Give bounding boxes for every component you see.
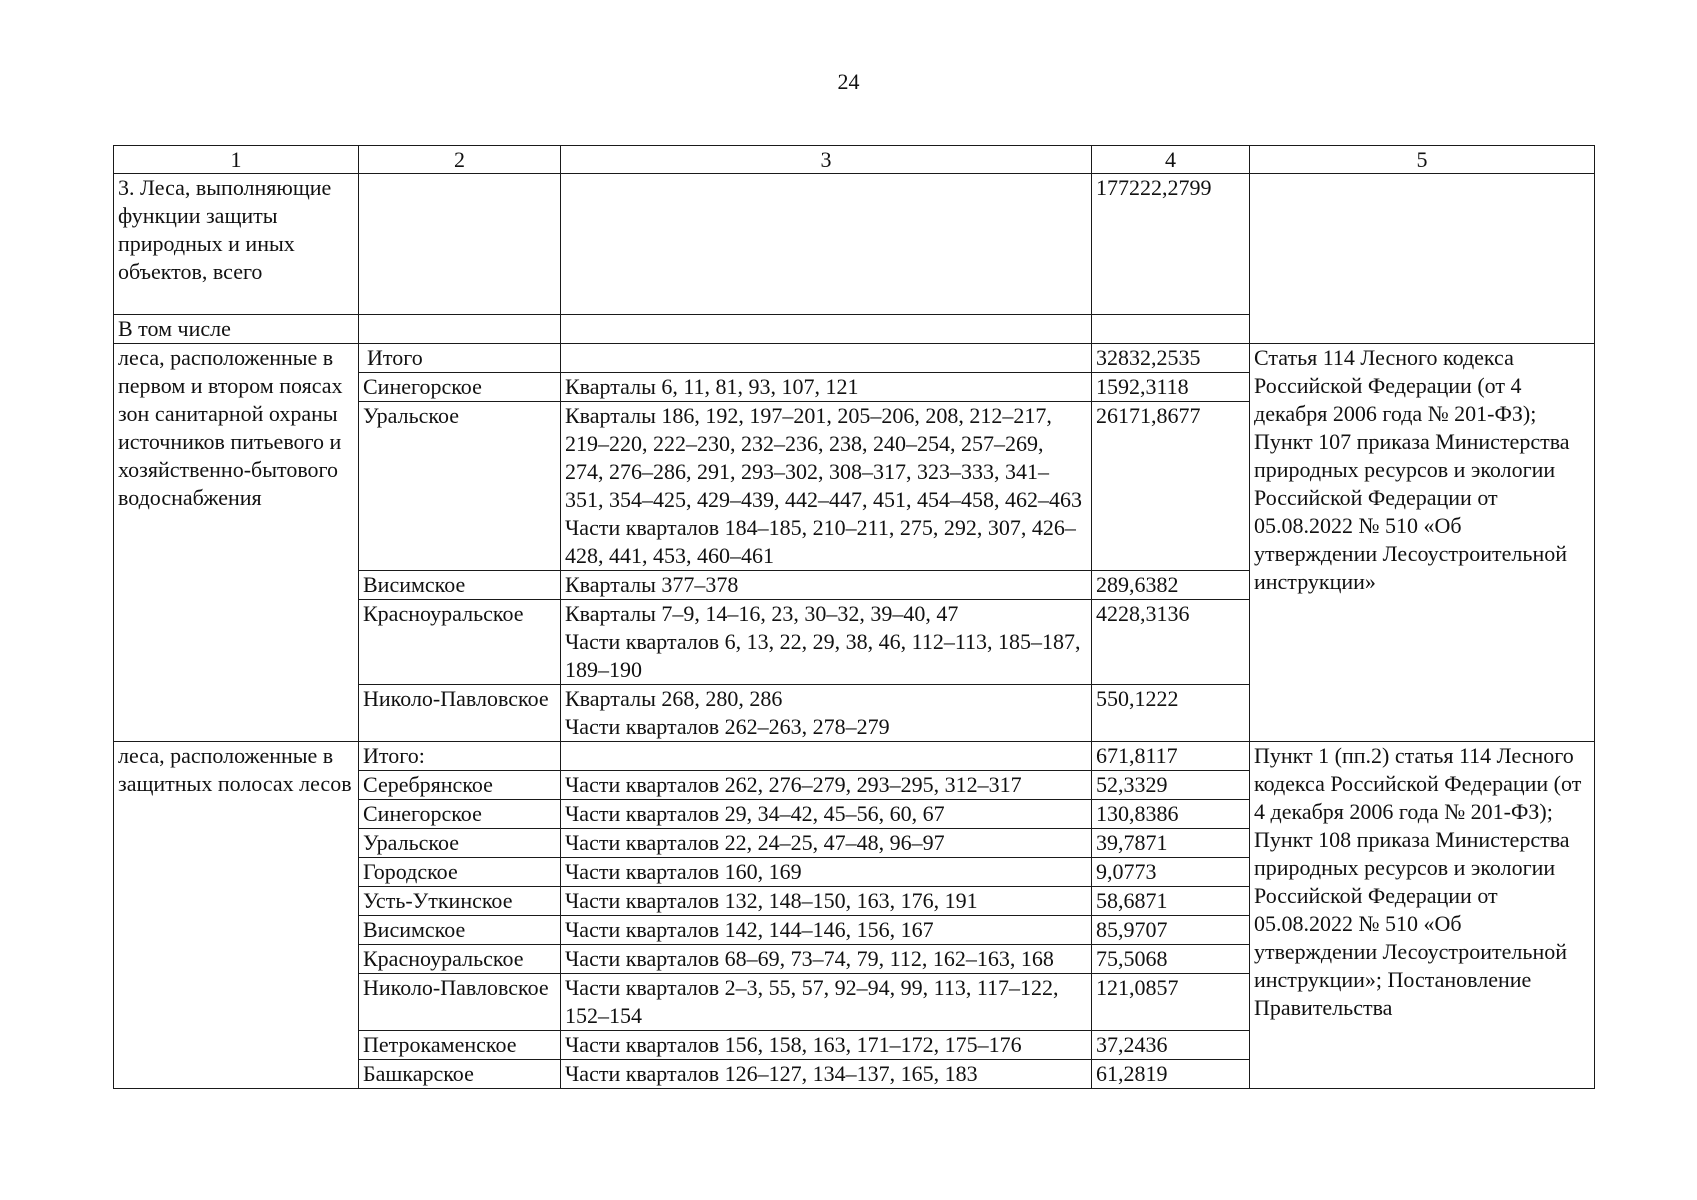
protective-total-row <box>114 742 1595 771</box>
quarters-list: Части кварталов 29, 34–42, 45–56, 60, 67 <box>561 800 1092 829</box>
sanitary-legal-basis: Статья 114 Лесного кодекса Российской Федерации (от 4 декабря 2006 года № 201-ФЗ); Пункт 107 приказа Министерства природных ресурсов и экологии Российской Федерации от 05.08.2022 № 510 «Об утверждении Лесоустроительной инструкции» <box>1250 344 1595 742</box>
forestry-name: Уральское <box>359 829 561 858</box>
quarters-list: Кварталы 268, 280, 286 Части кварталов 262–263, 278–279 <box>561 685 1092 742</box>
area-value: 4228,3136 <box>1092 600 1250 685</box>
quarters-list: Кварталы 377–378 <box>561 571 1092 600</box>
protective-legal-basis: Пункт 1 (пп.2) статья 114 Лесного кодекса Российской Федерации (от 4 декабря 2006 года № 201-ФЗ); Пункт 108 приказа Министерства природных ресурсов и экологии Российской Федерации от 05.08.2022 № 510 «Об утверждении Лесоустроительной инструкции»; Постановление Правительства <box>1250 742 1595 1089</box>
area-value: 85,9707 <box>1092 916 1250 945</box>
section-3-row <box>114 174 1595 315</box>
quarters-list: Части кварталов 68–69, 73–74, 79, 112, 162–163, 168 <box>561 945 1092 974</box>
quarters-list: Части кварталов 156, 158, 163, 171–172, 175–176 <box>561 1031 1092 1060</box>
column-number-4: 4 <box>1092 146 1250 174</box>
forestry-name: Городское <box>359 858 561 887</box>
forestry-name: Николо-Павловское <box>359 974 561 1031</box>
quarters-list: Части кварталов 132, 148–150, 163, 176, 191 <box>561 887 1092 916</box>
forestry-name: Усть-Уткинское <box>359 887 561 916</box>
page-number: 24 <box>837 69 860 94</box>
quarters-list: Кварталы 6, 11, 81, 93, 107, 121 <box>561 373 1092 402</box>
forestry-name: Синегорское <box>359 373 561 402</box>
quarters-list: Кварталы 7–9, 14–16, 23, 30–32, 39–40, 47 Части кварталов 6, 13, 22, 29, 38, 46, 112–113, 185–187, 189–190 <box>561 600 1092 685</box>
forest-protection-table <box>113 145 1595 1089</box>
area-value: 289,6382 <box>1092 571 1250 600</box>
area-value: 26171,8677 <box>1092 402 1250 571</box>
area-value: 52,3329 <box>1092 771 1250 800</box>
area-value: 9,0773 <box>1092 858 1250 887</box>
forestry-name: Николо-Павловское <box>359 685 561 742</box>
sanitary-total-value: 32832,2535 <box>1092 344 1250 373</box>
area-value: 550,1222 <box>1092 685 1250 742</box>
protective-total-label: Итого: <box>359 742 561 771</box>
column-number-1: 1 <box>114 146 359 174</box>
section-3-basis-cell <box>1250 174 1595 344</box>
forestry-name: Башкарское <box>359 1060 561 1089</box>
area-value: 58,6871 <box>1092 887 1250 916</box>
forestry-name: Уральское <box>359 402 561 571</box>
quarters-list: Части кварталов 262, 276–279, 293–295, 312–317 <box>561 771 1092 800</box>
protective-total-value: 671,8117 <box>1092 742 1250 771</box>
quarters-list: Части кварталов 126–127, 134–137, 165, 183 <box>561 1060 1092 1089</box>
area-value: 61,2819 <box>1092 1060 1250 1089</box>
forestry-name: Висимское <box>359 571 561 600</box>
quarters-list: Части кварталов 22, 24–25, 47–48, 96–97 <box>561 829 1092 858</box>
area-value: 37,2436 <box>1092 1031 1250 1060</box>
area-value: 1592,3118 <box>1092 373 1250 402</box>
section-3-title: 3. Леса, выполняющие функции защиты природных и иных объектов, всего <box>114 174 359 315</box>
in-that-number-label: В том числе <box>114 315 359 344</box>
column-number-row <box>114 146 1595 174</box>
protective-group-label: леса, расположенные в защитных полосах лесов <box>114 742 359 1089</box>
area-value: 39,7871 <box>1092 829 1250 858</box>
section-3-total: 177222,2799 <box>1092 174 1250 315</box>
section-3-forestry-cell <box>359 174 561 315</box>
forestry-name: Красноуральское <box>359 600 561 685</box>
quarters-list: Части кварталов 142, 144–146, 156, 167 <box>561 916 1092 945</box>
area-value: 130,8386 <box>1092 800 1250 829</box>
sanitary-group-label: леса, расположенные в первом и втором поясах зон санитарной охраны источников питьевого и хозяйственно-бытового водоснабжения <box>114 344 359 742</box>
forestry-name: Петрокаменское <box>359 1031 561 1060</box>
sanitary-total-label: Итого <box>359 344 561 373</box>
column-number-5: 5 <box>1250 146 1595 174</box>
forestry-name: Красноуральское <box>359 945 561 974</box>
quarters-list: Части кварталов 2–3, 55, 57, 92–94, 99, 113, 117–122, 152–154 <box>561 974 1092 1031</box>
column-number-2: 2 <box>359 146 561 174</box>
quarters-list: Части кварталов 160, 169 <box>561 858 1092 887</box>
section-3-quarters-cell <box>561 174 1092 315</box>
quarters-list: Кварталы 186, 192, 197–201, 205–206, 208, 212–217, 219–220, 222–230, 232–236, 238, 240–254, 257–269, 274, 276–286, 291, 293–302, 308–317, 323–333, 341–351, 354–425, 429–439, 442–447, 451, 454–458, 462–463 Части кварталов 184–185, 210–211, 275, 292, 307, 426–428, 441, 453, 460–461 <box>561 402 1092 571</box>
forestry-name: Серебрянское <box>359 771 561 800</box>
area-value: 75,5068 <box>1092 945 1250 974</box>
forestry-name: Висимское <box>359 916 561 945</box>
sanitary-total-row <box>114 344 1595 373</box>
forestry-name: Синегорское <box>359 800 561 829</box>
column-number-3: 3 <box>561 146 1092 174</box>
area-value: 121,0857 <box>1092 974 1250 1031</box>
